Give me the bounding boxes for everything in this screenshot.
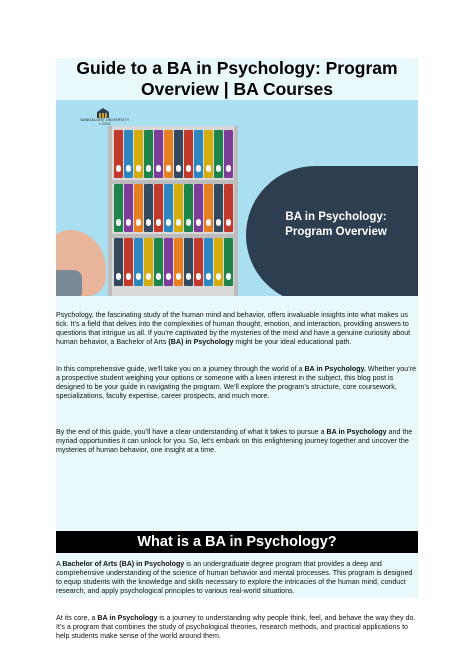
intro-paragraph-2: In this comprehensive guide, we’ll take you on a journey through the world of a BA in Psychology. Whether you’re a prospective student weighing your options or someone with a keen interest in the subject, this blog post is designed to be your guide in navigating the program. We’ll explore the program’s structure, core coursework, specializations, faculty expertise, career prospects, and much more. xyxy=(56,365,417,401)
section-heading: What is a BA in Psychology? xyxy=(56,531,418,553)
binder xyxy=(144,130,153,178)
shelf-post xyxy=(234,126,238,296)
binder xyxy=(144,238,153,286)
binder xyxy=(154,130,163,178)
page-title-line-1: Guide to a BA in Psychology: Program xyxy=(76,58,398,78)
binder xyxy=(194,238,203,286)
binder xyxy=(214,238,223,286)
binder xyxy=(204,130,213,178)
university-logo xyxy=(74,108,136,128)
binder xyxy=(134,130,143,178)
binder xyxy=(164,184,173,232)
binder xyxy=(134,184,143,232)
binder xyxy=(174,130,183,178)
binder xyxy=(154,184,163,232)
binder xyxy=(164,130,173,178)
section-paragraph-2: At its core, a BA in Psychology is a journey to understanding why people think, feel, and behave the way they do. It’s a program that combines the study of psychological theories, research methods, and practical applications to help students make sense of the world around them. xyxy=(56,614,416,641)
document-page xyxy=(56,58,418,641)
binder xyxy=(224,130,233,178)
binder xyxy=(184,184,193,232)
binder xyxy=(124,184,133,232)
binder xyxy=(224,238,233,286)
binder xyxy=(194,130,203,178)
sleeve-illustration xyxy=(56,270,82,296)
binder xyxy=(184,130,193,178)
binder xyxy=(114,184,123,232)
intro-paragraph-1: Psychology, the fascinating study of the human mind and behavior, offers invaluable insights into what makes us tick. It’s a field that delves into the complexities of human thought, emotion, and interaction, providing answers to questions that intrigue us all. If you’re captivated by the mysteries of the mind and have a genuine curiosity about human behavior, a Bachelor of Arts (BA) in Psychology might be your ideal educational path. xyxy=(56,311,411,347)
binder xyxy=(214,184,223,232)
binder xyxy=(224,184,233,232)
binder xyxy=(194,184,203,232)
binder xyxy=(114,238,123,286)
binder xyxy=(164,238,173,286)
binder xyxy=(124,130,133,178)
binder xyxy=(174,184,183,232)
section-paragraph-1: A Bachelor of Arts (BA) in Psychology is an undergraduate degree program that provides a deep and comprehensive understanding of the science of human behavior and mental processes. This program is designed to equip students with the knowledge and skills necessary to explore the intricacies of the human mind, conduct research, and apply psychological principles to various real-world situations. xyxy=(56,560,413,596)
hero-panel-title: BA in Psychology: Program Overview xyxy=(285,211,387,238)
page-title-line-2: Overview | BA Courses xyxy=(141,79,333,99)
binder xyxy=(134,238,143,286)
shelf-post xyxy=(108,126,112,296)
page-title xyxy=(56,58,418,100)
binder xyxy=(154,238,163,286)
university-crest-icon xyxy=(95,108,111,118)
binder xyxy=(174,238,183,286)
binder xyxy=(124,238,133,286)
binder xyxy=(144,184,153,232)
binder xyxy=(214,130,223,178)
intro-paragraph-3: By the end of this guide, you’ll have a clear understanding of what it takes to pursue a BA in Psychology and the myriad opportunities it can unlock for you. So, let’s embark on this enlightening journey together and uncover the mysteries of human behavior, one insight at a time. xyxy=(56,428,413,455)
hero-banner-image xyxy=(56,100,418,296)
binder xyxy=(204,184,213,232)
binder xyxy=(204,238,213,286)
binder xyxy=(184,238,193,286)
logo-text: BANGALORE UNIVERSITY LOGO xyxy=(80,118,130,126)
binder xyxy=(114,130,123,178)
